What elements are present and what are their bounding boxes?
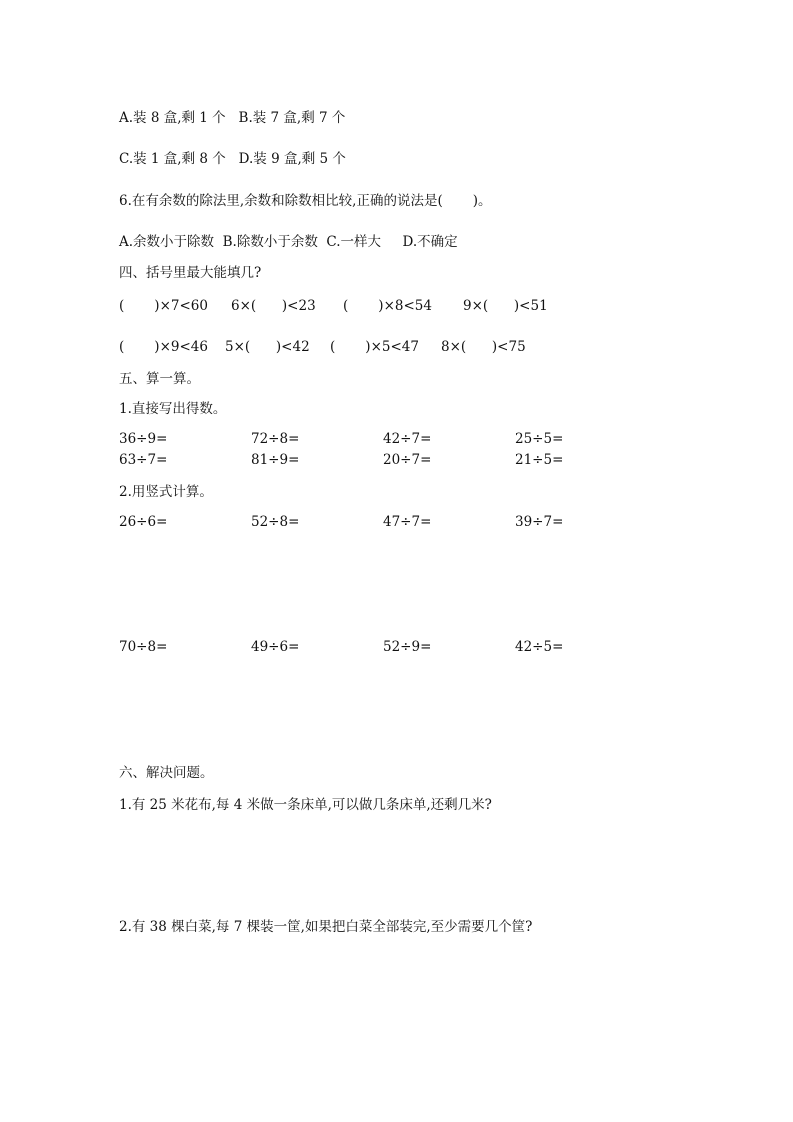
calc-item: 42÷5= — [515, 639, 564, 655]
fill-blank-item: 9×( )<51 — [463, 298, 548, 314]
calc-item: 25÷5= — [515, 431, 564, 447]
section-5-sub-1: 1.直接写出得数。 — [119, 401, 227, 417]
fill-blank-item: ( )×7<60 — [119, 298, 208, 314]
section-5-title: 五、算一算。 — [119, 371, 200, 387]
problem-2: 2.有 38 棵白菜,每 7 棵装一筐,如果把白菜全部装完,至少需要几个筐? — [119, 919, 533, 935]
option-line-q5-cd: C.装 1 盒,剩 8 个 D.装 9 盒,剩 5 个 — [119, 151, 346, 167]
calc-item: 39÷7= — [515, 514, 564, 530]
fill-blank-item: 6×( )<23 — [231, 298, 316, 314]
question-6: 6.在有余数的除法里,余数和除数相比较,正确的说法是( )。 — [119, 193, 492, 209]
calc-item: 47÷7= — [383, 514, 432, 530]
fill-blank-item: ( )×8<54 — [343, 298, 432, 314]
option-line-q5-ab: A.装 8 盒,剩 1 个 B.装 7 盒,剩 7 个 — [119, 110, 346, 126]
calc-item: 42÷7= — [383, 431, 432, 447]
calc-item: 26÷6= — [119, 514, 168, 530]
question-6-options: A.余数小于除数 B.除数小于余数 C.一样大 D.不确定 — [119, 234, 458, 250]
problem-1: 1.有 25 米花布,每 4 米做一条床单,可以做几条床单,还剩几米? — [119, 797, 492, 813]
section-6-title: 六、解决问题。 — [119, 765, 214, 781]
fill-blank-item: 8×( )<75 — [441, 339, 526, 355]
fill-blank-item: 5×( )<42 — [225, 339, 310, 355]
calc-item: 81÷9= — [251, 452, 300, 468]
calc-item: 63÷7= — [119, 452, 168, 468]
calc-item: 72÷8= — [251, 431, 300, 447]
calc-item: 36÷9= — [119, 431, 168, 447]
fill-blank-item: ( )×9<46 — [119, 339, 208, 355]
calc-item: 49÷6= — [251, 639, 300, 655]
section-5-sub-2: 2.用竖式计算。 — [119, 484, 213, 500]
calc-item: 70÷8= — [119, 639, 168, 655]
calc-item: 52÷9= — [383, 639, 432, 655]
calc-item: 20÷7= — [383, 452, 432, 468]
calc-item: 52÷8= — [251, 514, 300, 530]
calc-item: 21÷5= — [515, 452, 564, 468]
section-4-title: 四、括号里最大能填几? — [119, 265, 262, 281]
fill-blank-item: ( )×5<47 — [330, 339, 419, 355]
